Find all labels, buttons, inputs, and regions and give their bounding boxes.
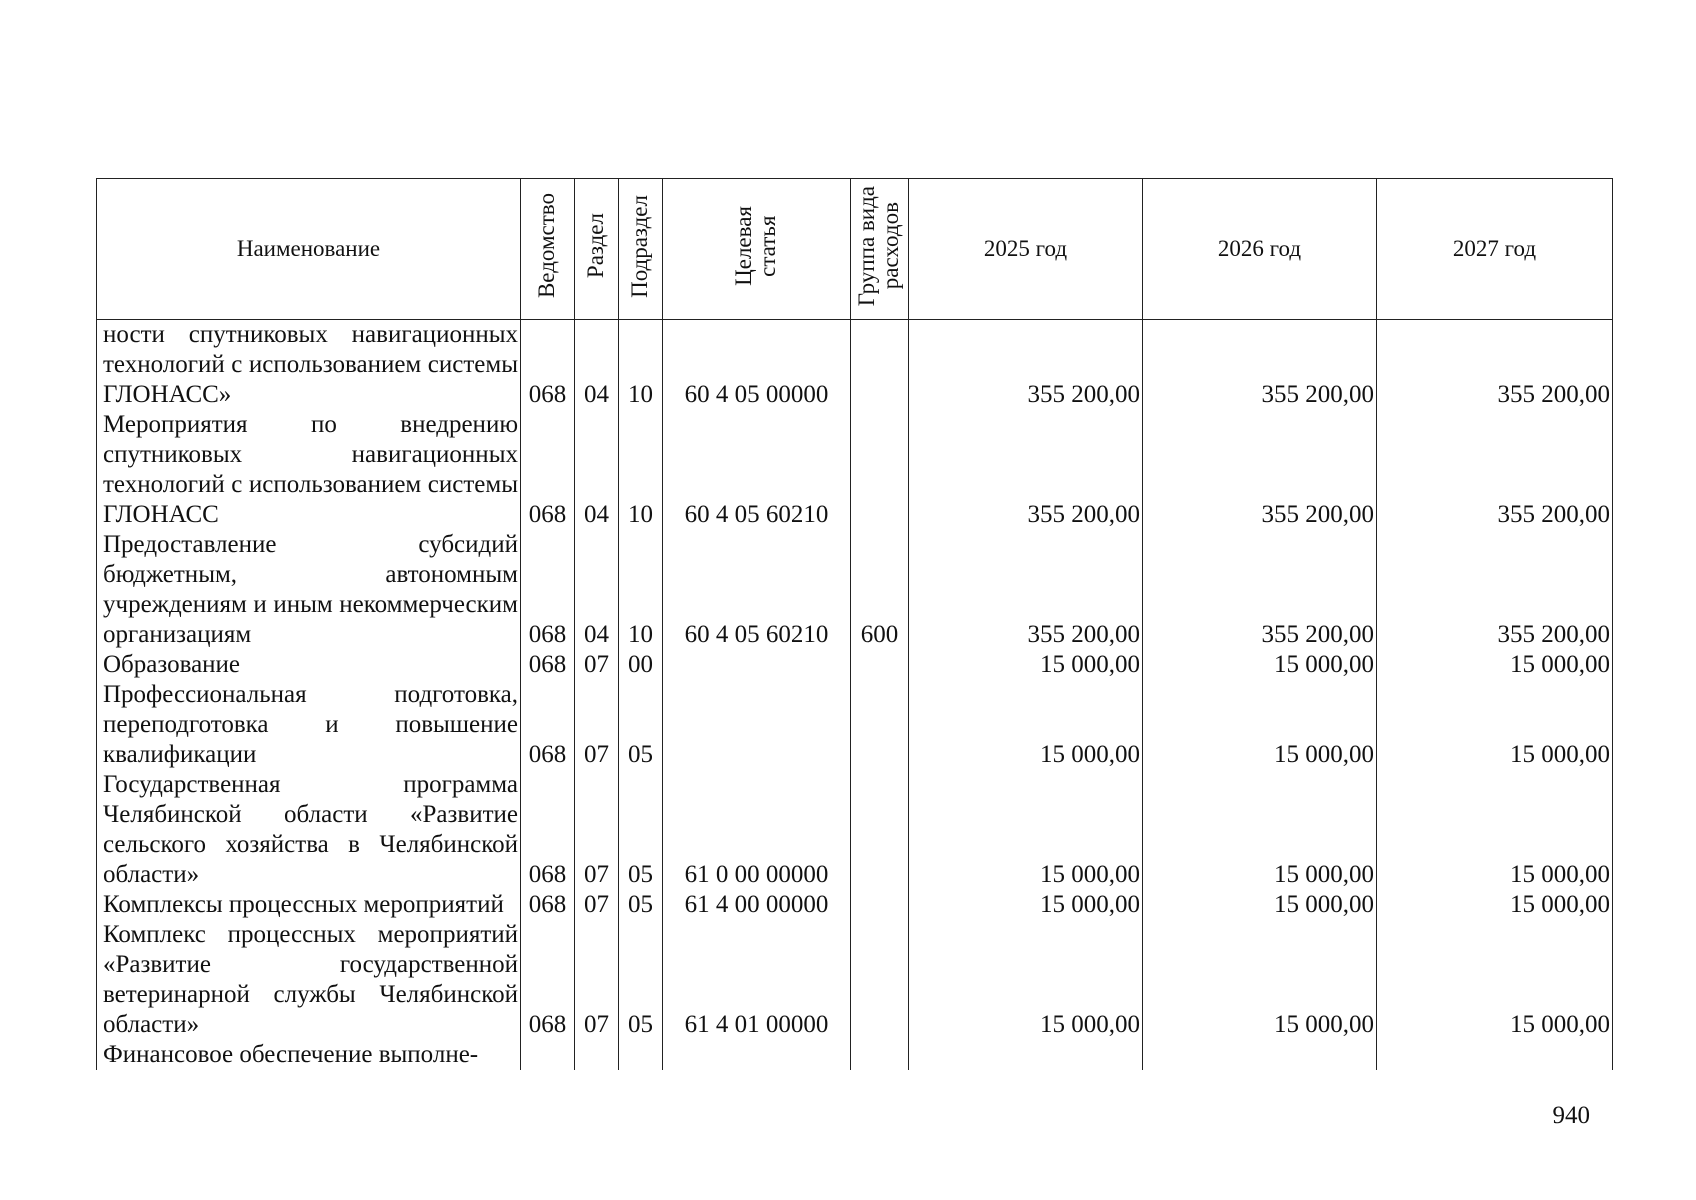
row-2025: 15 000,00	[909, 890, 1143, 920]
header-podrazdel: Подраздел	[619, 179, 663, 320]
row-2027: 355 200,00	[1377, 320, 1613, 411]
row-podrazdel: 10	[619, 410, 663, 530]
row-gruppa	[851, 1040, 909, 1070]
row-name: Финансовое обеспечение выполне-	[97, 1040, 521, 1070]
budget-table	[96, 178, 1613, 1070]
header-razdel: Раздел	[575, 179, 619, 320]
table-row	[97, 770, 1613, 890]
row-celevaya-statya	[663, 680, 851, 770]
row-vedomstvo: 068	[521, 770, 575, 890]
row-2026: 355 200,00	[1143, 530, 1377, 650]
row-razdel: 07	[575, 770, 619, 890]
header-celevaya-statya: Целевая статья	[663, 179, 851, 320]
table-row	[97, 320, 1613, 411]
header-2026: 2026 год	[1143, 179, 1377, 320]
row-celevaya-statya: 60 4 05 60210	[663, 530, 851, 650]
row-razdel: 07	[575, 680, 619, 770]
row-gruppa	[851, 890, 909, 920]
row-2026: 15 000,00	[1143, 680, 1377, 770]
row-razdel: 07	[575, 920, 619, 1040]
row-name: ности спутниковых навигационных технологий с использованием системы ГЛОНАСС»	[97, 320, 521, 411]
row-2026: 15 000,00	[1143, 650, 1377, 680]
table-row	[97, 890, 1613, 920]
row-2026	[1143, 1040, 1377, 1070]
row-razdel: 07	[575, 650, 619, 680]
row-podrazdel	[619, 1040, 663, 1070]
row-vedomstvo: 068	[521, 890, 575, 920]
row-celevaya-statya: 61 4 01 00000	[663, 920, 851, 1040]
row-gruppa	[851, 680, 909, 770]
row-2025: 15 000,00	[909, 920, 1143, 1040]
row-2026: 355 200,00	[1143, 320, 1377, 411]
row-podrazdel: 05	[619, 680, 663, 770]
row-podrazdel: 05	[619, 890, 663, 920]
row-vedomstvo: 068	[521, 680, 575, 770]
row-razdel: 07	[575, 890, 619, 920]
header-2027: 2027 год	[1377, 179, 1613, 320]
row-gruppa	[851, 650, 909, 680]
row-razdel: 04	[575, 410, 619, 530]
row-2027: 15 000,00	[1377, 920, 1613, 1040]
row-vedomstvo: 068	[521, 530, 575, 650]
row-celevaya-statya: 60 4 05 00000	[663, 320, 851, 411]
row-2027: 355 200,00	[1377, 530, 1613, 650]
table-row	[97, 530, 1613, 650]
row-name: Профессиональная подготовка, переподготовка и повышение квалификации	[97, 680, 521, 770]
header-gruppa-vida-rashodov: Группа вида расходов	[851, 179, 909, 320]
row-2026: 15 000,00	[1143, 890, 1377, 920]
row-2027	[1377, 1040, 1613, 1070]
row-name: Комплекс процессных мероприятий «Развитие государственной ветеринарной службы Челябинской области»	[97, 920, 521, 1040]
row-celevaya-statya	[663, 1040, 851, 1070]
row-2027: 15 000,00	[1377, 890, 1613, 920]
row-name: Предоставление субсидий бюджетным, автономным учреждениям и иным некоммерческим организациям	[97, 530, 521, 650]
row-2027: 15 000,00	[1377, 650, 1613, 680]
row-2026: 15 000,00	[1143, 920, 1377, 1040]
row-2025: 355 200,00	[909, 530, 1143, 650]
header-2025: 2025 год	[909, 179, 1143, 320]
row-razdel	[575, 1040, 619, 1070]
row-2025: 355 200,00	[909, 320, 1143, 411]
row-razdel: 04	[575, 530, 619, 650]
table-row	[97, 680, 1613, 770]
header-vedomstvo: Ведомство	[521, 179, 575, 320]
row-gruppa	[851, 770, 909, 890]
row-gruppa	[851, 920, 909, 1040]
row-gruppa	[851, 410, 909, 530]
row-podrazdel: 00	[619, 650, 663, 680]
row-gruppa: 600	[851, 530, 909, 650]
row-podrazdel: 10	[619, 530, 663, 650]
table-header-row	[97, 179, 1613, 320]
row-vedomstvo: 068	[521, 650, 575, 680]
table-row	[97, 650, 1613, 680]
row-2027: 355 200,00	[1377, 410, 1613, 530]
row-2025: 15 000,00	[909, 770, 1143, 890]
row-2027: 15 000,00	[1377, 770, 1613, 890]
table-row	[97, 410, 1613, 530]
row-celevaya-statya: 61 4 00 00000	[663, 890, 851, 920]
row-vedomstvo: 068	[521, 320, 575, 411]
row-2027: 15 000,00	[1377, 680, 1613, 770]
row-2026: 15 000,00	[1143, 770, 1377, 890]
row-name: Государственная программа Челябинской области «Развитие сельского хозяйства в Челябинской области»	[97, 770, 521, 890]
row-vedomstvo: 068	[521, 410, 575, 530]
table-row	[97, 920, 1613, 1040]
header-name: Наименование	[97, 179, 521, 320]
row-2025: 15 000,00	[909, 680, 1143, 770]
row-podrazdel: 05	[619, 920, 663, 1040]
row-name: Мероприятия по внедрению спутниковых навигационных технологий с использованием системы ГЛОНАСС	[97, 410, 521, 530]
row-razdel: 04	[575, 320, 619, 411]
row-name: Комплексы процессных мероприятий	[97, 890, 521, 920]
row-name: Образование	[97, 650, 521, 680]
row-2026: 355 200,00	[1143, 410, 1377, 530]
row-celevaya-statya	[663, 650, 851, 680]
page-number: 940	[1552, 1102, 1590, 1129]
row-2025	[909, 1040, 1143, 1070]
row-podrazdel: 05	[619, 770, 663, 890]
row-gruppa	[851, 320, 909, 411]
row-2025: 355 200,00	[909, 410, 1143, 530]
row-celevaya-statya: 60 4 05 60210	[663, 410, 851, 530]
table-row	[97, 1040, 1613, 1070]
row-celevaya-statya: 61 0 00 00000	[663, 770, 851, 890]
row-podrazdel: 10	[619, 320, 663, 411]
row-vedomstvo	[521, 1040, 575, 1070]
row-vedomstvo: 068	[521, 920, 575, 1040]
row-2025: 15 000,00	[909, 650, 1143, 680]
